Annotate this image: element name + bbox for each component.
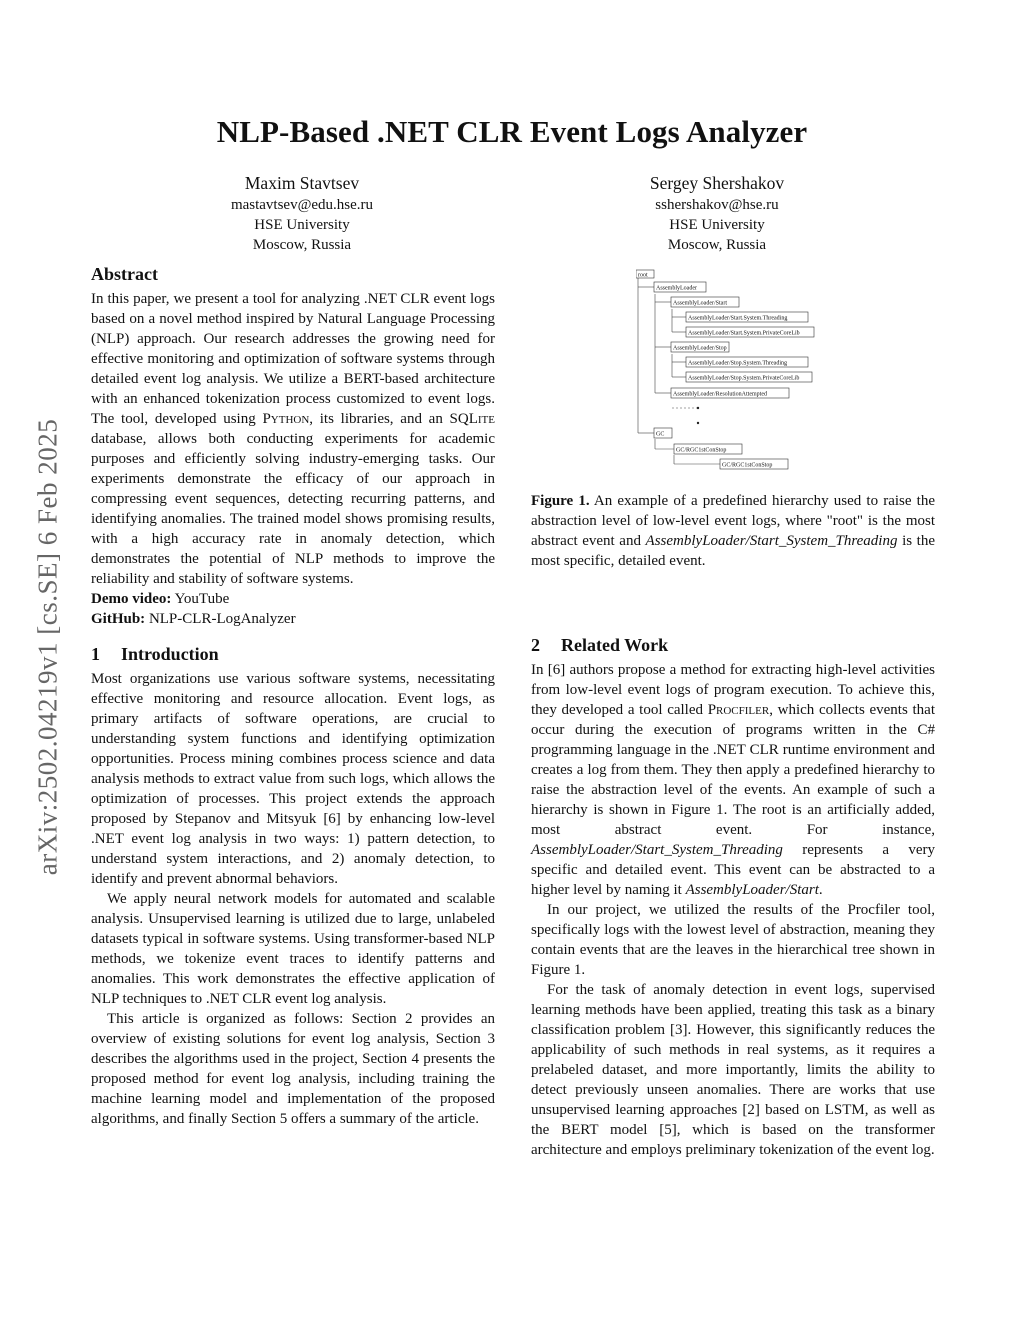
- author-email[interactable]: mastavtsev@edu.hse.ru: [230, 197, 374, 213]
- related-paragraph-3: For the task of anomaly detection in event logs, supervised learning methods have been applied, treating this task as a binary classification problem [3]. However, this significantly reduces the applicability of such methods in real systems, as it requires a prelabeled dataset, and more importantly, limits the ability to detect previously unseen anomalies. There are works that use unsupervised learning approaches [2] based on LSTM, as well as the BERT model [5], which is based on the transformer architecture and employs preliminary tokenization of the event log.: [531, 982, 935, 1158]
- node-stop-threading: AssemblyLoader/Stop.System.Threading: [688, 360, 787, 367]
- node-resolution: AssemblyLoader/ResolutionAttempted: [673, 391, 767, 398]
- section-heading-introduction: 1 Introduction: [91, 644, 219, 664]
- node-assemblyloader: AssemblyLoader: [656, 285, 697, 292]
- demo-video-line[interactable]: Demo video: YouTube: [91, 591, 230, 607]
- related-paragraph-2: In our project, we utilized the results of the Procfiler tool, specifically logs with the lowest level of abstraction, meaning they contain events that are the leaves in the hierarchical tree shown in Figure 1.: [531, 902, 935, 978]
- author-block-1: [152, 171, 452, 255]
- abstract-text: In this paper, we present a tool for analyzing .NET CLR event logs based on a novel method inspired by Natural Language Processing (NLP) approach. Our research addresses the growing need for effective monitoring and optimization of software systems through detailed event log analysis. We utilize a BERT-based architecture with an enhanced tokenization process customized to event logs. The tool, developed using Python, its libraries, and an SQLite database, allows both conducting experiments for academic purposes and efficiently solving industry-emerging tasks. Our experiments demonstrate the efficacy of our approach in compressing event sequences, detecting recurring patterns, and identifying anomalies. The trained model shows promising results, with a high accuracy rate in anomaly detection, which demonstrates the potential of NLP methods to improve the reliability and stability of software systems.: [91, 291, 495, 587]
- author-city: Moscow, Russia: [667, 237, 767, 253]
- github-line[interactable]: GitHub: NLP-CLR-LogAnalyzer: [91, 611, 296, 627]
- author-city: Moscow, Russia: [252, 237, 352, 253]
- intro-paragraph-1: Most organizations use various software systems, necessitating effective monitoring and resource allocation. Event logs, as primary artifacts of software operations, are crucial to understanding system functions and identifying optimization opportunities. Process mining combines process science and data analysis methods to extract value from such logs, which allows the optimization of processes. This project extends the approach proposed by Stepanov and Mitsyuk [6] by enhancing low-level .NET event log analysis in two ways: 1) pattern detection, to understand system interactions, and 2) anomaly detection, to identify and prevent abnormal behaviors.: [91, 671, 495, 887]
- author-block-2: [567, 171, 867, 255]
- author-email[interactable]: sshershakov@hse.ru: [655, 197, 779, 213]
- abstract-heading: Abstract: [91, 264, 158, 284]
- author-name: Sergey Shershakov: [649, 173, 785, 193]
- node-stop-corelib: AssemblyLoader/Stop.System.PrivateCoreLib: [688, 375, 800, 382]
- right-column: [531, 634, 935, 1160]
- node-start: AssemblyLoader/Start: [673, 300, 727, 307]
- arxiv-identifier: arXiv:2502.04219v1 [cs.SE] 6 Feb 2025: [32, 418, 63, 876]
- node-root: root: [638, 272, 648, 279]
- author-affiliation: HSE University: [669, 217, 765, 233]
- author-name: Maxim Stavtsev: [244, 173, 360, 193]
- node-start-corelib: AssemblyLoader/Start.System.PrivateCoreLib: [688, 330, 800, 337]
- related-paragraph-1: In [6] authors propose a method for extracting high-level activities from low-level event logs of program execution. To achieve this, they developed a tool called Procfiler, which collects events that occur during the execution of programs written in the C# programming language in the .NET CLR runtime environment and creates a log from them. They then apply a predefined hierarchy to raise the abstraction level of the events. An example of such a hierarchy is shown in Figure 1. The root is an artificially added, most abstract event. For instance, AssemblyLoader/Start_System_Threading represents a very specific and detailed event. This event can be abstracted to a higher level by naming it AssemblyLoader/Start.: [531, 662, 935, 898]
- intro-paragraph-2: We apply neural network models for automated and scalable analysis. Unsupervised learning is utilized due to large, unlabeled datasets typical in software systems. Using transformer-based NLP methods, we tokenize event traces to identify patterns and anomalies. This work demonstrates the effective application of NLP techniques to .NET CLR event log analysis.: [91, 891, 495, 1007]
- intro-paragraph-3: This article is organized as follows: Section 2 provides an overview of existing solutions for event log analysis, Section 3 describes the algorithms used in the project, Section 4 presents the proposed method for event log analysis, including training the machine learning model and implementation of the proposed algorithms, and finally Section 5 offers a summary of the article.: [91, 1011, 495, 1127]
- node-start-threading: AssemblyLoader/Start.System.Threading: [688, 315, 788, 322]
- left-column: [91, 263, 495, 1129]
- paper-title: NLP-Based .NET CLR Event Logs Analyzer: [216, 114, 808, 149]
- node-stop: AssemblyLoader/Stop: [673, 345, 727, 352]
- section-heading-related-work: 2 Related Work: [531, 635, 669, 655]
- node-gc-grandchild: GC/RGC1stConStop: [722, 462, 773, 469]
- figure-caption: Figure 1. An example of a predefined hierarchy used to raise the abstraction level of low-level event logs, where "root" is the most abstract event and AssemblyLoader/Start_System_Threading is the most specific, detailed event.: [531, 493, 936, 569]
- author-affiliation: HSE University: [254, 217, 350, 233]
- hierarchy-figure: [636, 267, 816, 475]
- node-gc-child: GC/RGC1stConStop: [676, 447, 727, 454]
- node-gc: GC: [656, 431, 665, 438]
